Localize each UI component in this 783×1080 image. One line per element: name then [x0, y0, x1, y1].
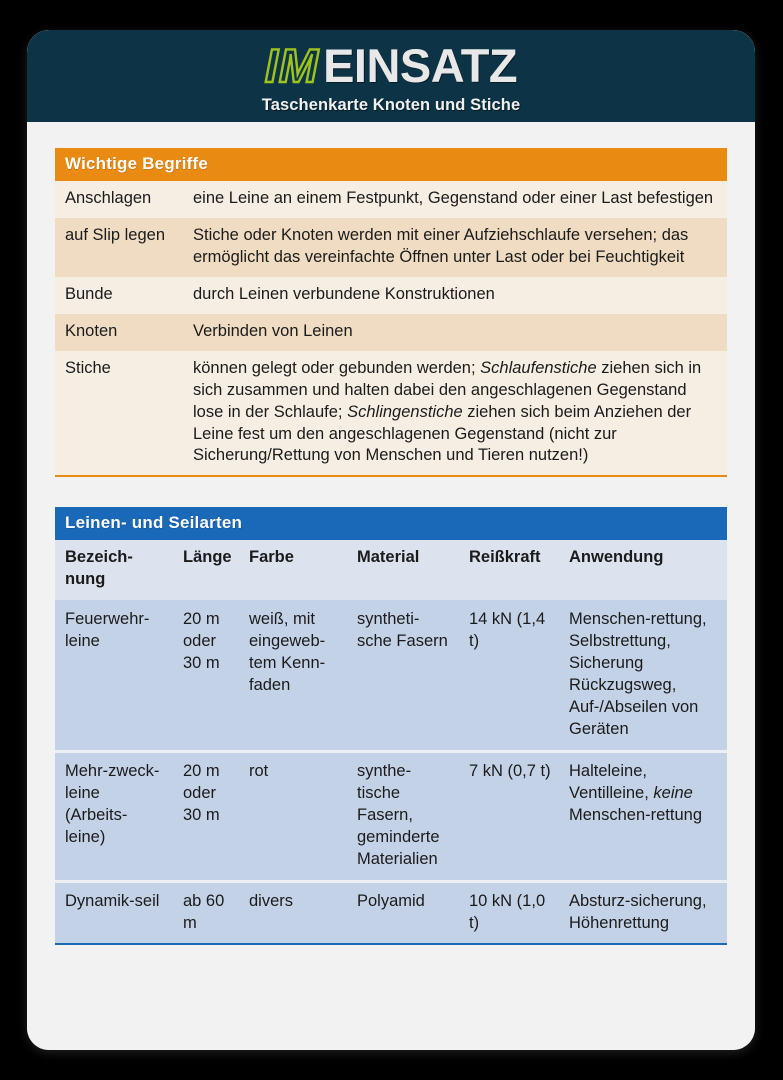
table-row [55, 881, 727, 944]
begriff-definition: können gelegt oder gebunden werden; Schlaufenstiche ziehen sich in sich zusammen und halten dabei den angeschlagenen Gegenstand lose in der Schlaufe; Schlingenstiche ziehen sich beim Anziehen der Leine fest um den angeschlagenen Gegenstand (nicht zur Sicherung/Rettung von Menschen und Tieren nutzen!) [183, 351, 727, 477]
section-title-begriffe: Wichtige Begriffe [55, 148, 727, 181]
cell-material: synthe-tische Fasern, geminderte Materialien [347, 751, 459, 881]
logo-main-text: EINSATZ [323, 39, 518, 92]
cell-reisskraft: 14 kN (1,4 t) [459, 601, 559, 752]
begriff-definition: Verbinden von Leinen [183, 314, 727, 351]
column-header-bezeichnung: Bezeich-nung [55, 540, 173, 600]
cell-material: syntheti-sche Fasern [347, 601, 459, 752]
section-title-seilarten: Leinen- und Seilarten [55, 507, 727, 540]
column-header-material: Material [347, 540, 459, 600]
table-row [55, 601, 727, 752]
begriff-term: auf Slip legen [55, 218, 183, 277]
taschenkarte-card [27, 30, 755, 1050]
cell-material: Polyamid [347, 881, 459, 944]
cell-anwendung: Absturz-sicherung, Höhenrettung [559, 881, 727, 944]
begriff-term: Bunde [55, 277, 183, 314]
cell-bezeichnung: Feuerwehr-leine [55, 601, 173, 752]
cell-farbe: weiß, mit eingeweb-tem Kenn-faden [239, 601, 347, 752]
begriff-term: Anschlagen [55, 181, 183, 218]
begriff-term: Knoten [55, 314, 183, 351]
column-header-laenge: Länge [173, 540, 239, 600]
cell-anwendung: Menschen-rettung, Selbstrettung, Sicherung Rückzugsweg, Auf-/Abseilen von Geräten [559, 601, 727, 752]
cell-anwendung: Halteleine, Ventilleine, keine Menschen-rettung [559, 751, 727, 881]
cell-laenge: 20 m oder 30 m [173, 751, 239, 881]
table-leinen-und-seilarten [55, 540, 727, 945]
column-header-reisskraft: Reißkraft [459, 540, 559, 600]
table-row [55, 351, 727, 477]
cell-reisskraft: 7 kN (0,7 t) [459, 751, 559, 881]
cell-bezeichnung: Dynamik-seil [55, 881, 173, 944]
logo [27, 30, 755, 92]
begriff-definition: eine Leine an einem Festpunkt, Gegenstand oder einer Last befestigen [183, 181, 727, 218]
table-wichtige-begriffe [55, 181, 727, 477]
cell-reisskraft: 10 kN (1,0 t) [459, 881, 559, 944]
cell-farbe: rot [239, 751, 347, 881]
cell-laenge: ab 60 m [173, 881, 239, 944]
table-row [55, 218, 727, 277]
cell-farbe: divers [239, 881, 347, 944]
section-wichtige-begriffe [55, 122, 727, 477]
table-header-row [55, 540, 727, 600]
masthead [27, 30, 755, 122]
card-body [27, 122, 755, 1050]
table-row [55, 314, 727, 351]
begriff-definition: Stiche oder Knoten werden mit einer Aufziehschlaufe versehen; das ermöglicht das vereinfachte Öffnen unter Last oder bei Feuchtigkeit [183, 218, 727, 277]
table-row [55, 277, 727, 314]
begriff-definition: durch Leinen verbundene Konstruktionen [183, 277, 727, 314]
logo-prefix-text: IM [264, 39, 320, 92]
cell-bezeichnung: Mehr-zweck-leine (Arbeits-leine) [55, 751, 173, 881]
cell-laenge: 20 m oder 30 m [173, 601, 239, 752]
table-row [55, 751, 727, 881]
masthead-subtitle: Taschenkarte Knoten und Stiche [261, 96, 521, 114]
column-header-anwendung: Anwendung [559, 540, 727, 600]
begriff-term: Stiche [55, 351, 183, 477]
section-leinen-und-seilarten [55, 477, 727, 945]
table-row [55, 181, 727, 218]
column-header-farbe: Farbe [239, 540, 347, 600]
